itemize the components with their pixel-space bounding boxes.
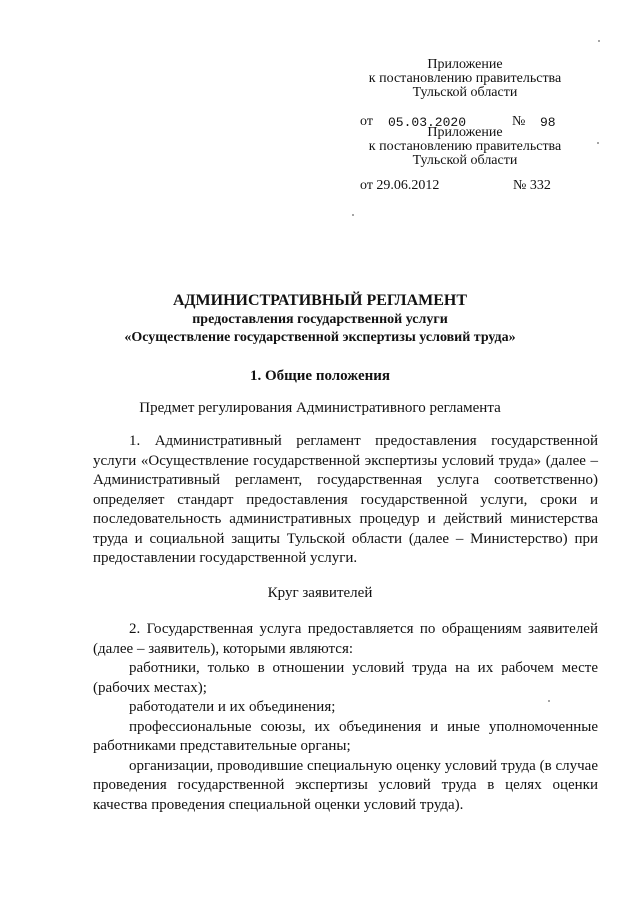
list-item: организации, проводившие специальную оценку условий труда (в случае проведения государственной экспертизы условий труда в целях оценки качества проведения специальной оценки условий труда).	[93, 757, 598, 813]
appendix-region: Тульской области	[412, 153, 518, 168]
service-name: «Осуществление государственной экспертизы условий труда»	[124, 330, 516, 345]
appendix-region: Тульской области	[412, 85, 518, 100]
appendix-header-2	[360, 126, 570, 168]
applicants-heading: Круг заявителей	[267, 585, 373, 601]
decree-number: 98	[540, 115, 556, 130]
document-title: АДМИНИСТРАТИВНЫЙ РЕГЛАМЕНТ	[172, 292, 468, 309]
appendix-decree: к постановлению правительства	[368, 71, 562, 86]
appendix-header-1	[360, 58, 570, 100]
document-subtitle: предоставления государственной услуги	[192, 312, 448, 327]
appendix-decree: к постановлению правительства	[368, 139, 562, 154]
list-item: работодатели и их объединения;	[129, 699, 336, 715]
appendix-label: Приложение	[427, 125, 503, 140]
scan-speck	[548, 700, 550, 702]
original-decree-date: от 29.06.2012	[360, 178, 440, 193]
scan-speck	[597, 142, 599, 144]
paragraph-2	[93, 620, 598, 815]
appendix-label: Приложение	[427, 57, 503, 72]
subsection-heading: Предмет регулирования Административного регламента	[139, 400, 501, 416]
section-heading: 1. Общие положения	[249, 368, 391, 384]
list-item: работники, только в отношении условий труда на их рабочем месте (рабочих местах);	[93, 660, 598, 696]
date-prefix: от	[360, 114, 373, 129]
paragraph-text: 1. Административный регламент предоставления государственной услуги «Осуществление государственной экспертизы условий труда» (далее – Административный регламент, государственная услуга соответственно) определяет стандарт предоставления государственной услуги, сроки и последовательность административных процедур и действий министерства труда и социальной защиты Тульской области (далее – Министерство) при предоставлении государственной услуги.	[93, 433, 598, 566]
scan-speck	[352, 214, 354, 216]
number-prefix: №	[512, 114, 526, 129]
paragraph-1	[93, 432, 598, 569]
original-decree-number: № 332	[513, 178, 551, 193]
decree-date: 05.03.2020	[388, 115, 467, 130]
list-item: профессиональные союзы, их объединения и иные уполномоченные работниками представительные органы;	[93, 718, 598, 754]
paragraph-text: 2. Государственная услуга предоставляется по обращениям заявителей (далее – заявитель), которыми являются:	[93, 621, 598, 657]
scan-speck	[598, 40, 600, 42]
